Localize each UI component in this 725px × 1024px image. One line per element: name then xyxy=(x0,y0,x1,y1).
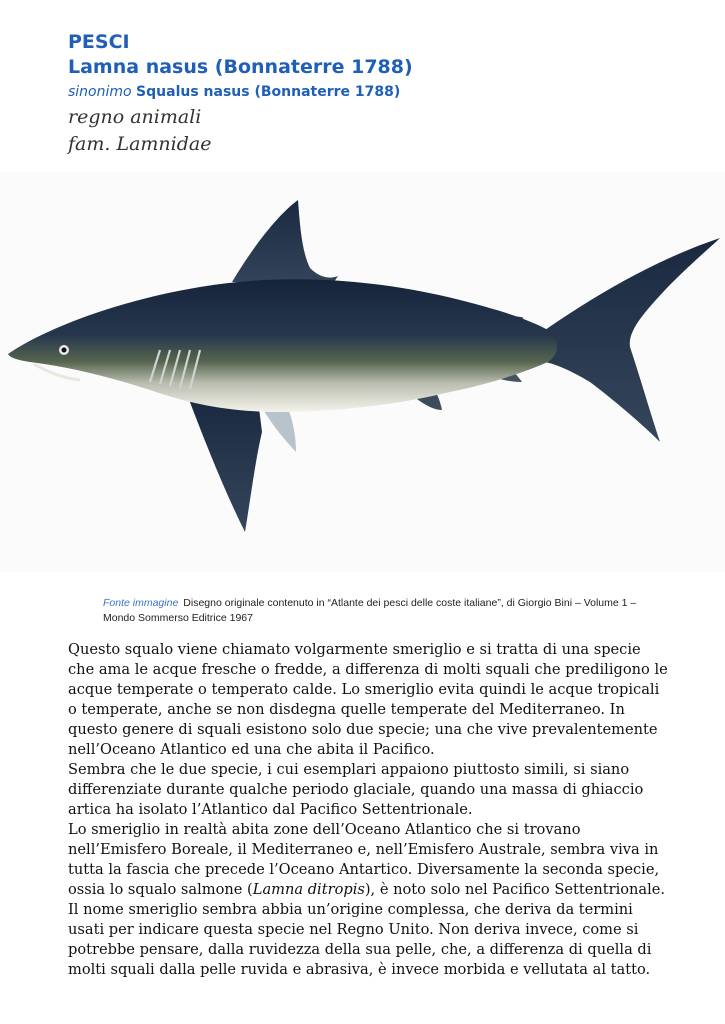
shark-figure xyxy=(0,172,725,572)
synonym-name: Squalus nasus (Bonnaterre 1788) xyxy=(136,84,401,100)
pectoral-fin xyxy=(188,397,262,532)
paragraph-1: Questo squalo viene chiamato volgarmente smeriglio e si tratta di una specie che ama le acque fresche o fredde, a differenza di molti squali che prediligono le acque temperate o temperato calde. Lo smeriglio evita quindi le acque tropicali o temperate, anche se non disdegna quelle temperate del Mediterraneo. In questo genere di squali esistono solo due specie; una che vive prevalentemente nell’Oceano Atlantico ed una che abita il Pacifico. xyxy=(68,641,668,758)
family: fam. Lamnidae xyxy=(68,133,212,155)
species-name: Lamna nasus (Bonnaterre 1788) xyxy=(68,56,413,78)
paragraph-3-start: Lo smeriglio in realtà abita zone dell’Oceano Atlantico che si trovano nell’Emisfero Boreale, il Mediterraneo e, nell’Emisfero Australe, sembra viva in tutta la fascia che precede l’Oceano Antartico. Diversamente la seconda specie, ossia lo squalo salmone ( xyxy=(68,821,660,898)
synonym-line xyxy=(68,80,668,104)
shark-body xyxy=(8,279,557,412)
caption-source-text: Disegno originale contenuto in “Atlante dei pesci delle coste italiane”, di Giorgio Bini – Volume 1 – Mondo Sommerso Editrice 1967 xyxy=(103,597,637,624)
shark-illustration xyxy=(0,172,725,572)
dorsal-fin xyxy=(232,200,338,288)
caption-source-label: Fonte immagine xyxy=(103,597,179,609)
synonym-label: sinonimo xyxy=(68,84,132,100)
body-text xyxy=(68,640,668,980)
paragraph-2: Sembra che le due specie, i cui esemplari appaiono piuttosto simili, si siano differenziate durante qualche periodo glaciale, quando una massa di ghiaccio artica ha isolato l’Atlantico dal Pacifico Settentrionale. xyxy=(68,761,644,818)
image-caption xyxy=(103,596,643,626)
kingdom: regno animali xyxy=(68,106,202,128)
paragraph-3-end: ), è noto solo nel Pacifico Settentrionale. Il nome smeriglio sembra abbia un’origine complessa, che deriva da termini usati per indicare questa specie nel Regno Unito. Non deriva invece, come si potrebbe pensare, dalla ruvidezza della sua pelle, che, a differenza di quella di molti squali dalla pelle ruvida e abrasiva, è invece morbida e vellutata al tatto. xyxy=(68,881,666,978)
caudal-fin xyxy=(545,238,720,442)
header xyxy=(68,30,668,158)
class-title: PESCI xyxy=(68,31,130,53)
paragraph-3 xyxy=(68,820,668,980)
species-italic: Lamna ditropis xyxy=(252,881,365,898)
